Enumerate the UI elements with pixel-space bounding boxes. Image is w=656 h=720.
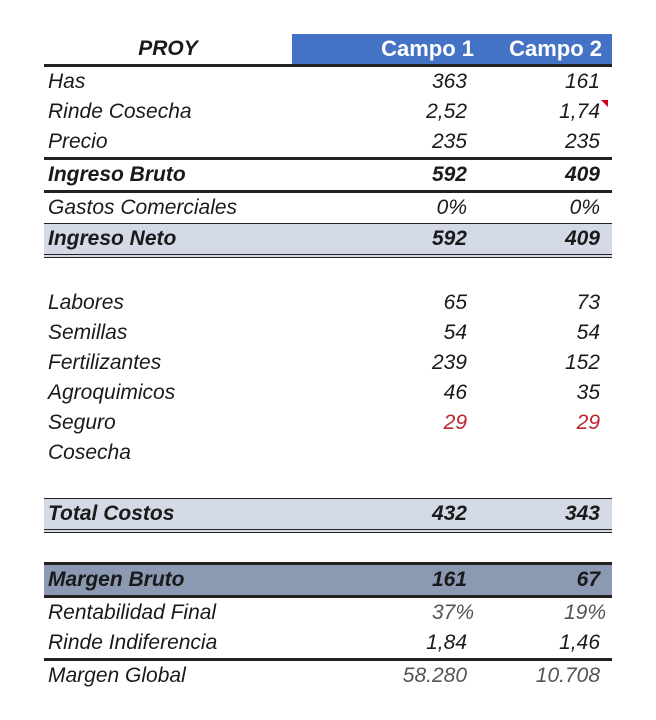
row-label: Has (48, 70, 86, 93)
row-labores (44, 288, 612, 318)
row-label: Rinde Indiferencia (48, 631, 218, 654)
comment-marker-icon[interactable] (601, 100, 608, 107)
cell-campo-1: 54 (443, 321, 467, 344)
row-agroquimicos (44, 378, 612, 408)
cell-campo-2: 10.708 (535, 664, 600, 687)
row-rinde-cosecha (44, 97, 612, 127)
cell-campo-1: 0% (436, 196, 467, 219)
cell-campo-1: 363 (431, 70, 467, 93)
row-fertilizantes (44, 348, 612, 378)
cell-campo-2: 152 (564, 351, 600, 374)
cell-campo-1: 58.280 (402, 664, 467, 687)
row-margen-global (44, 658, 612, 691)
spacer (44, 533, 612, 562)
cell-campo-2: 19% (563, 601, 606, 624)
row-label: Rentabilidad Final (48, 601, 217, 624)
cell-campo-2: 35 (576, 381, 600, 404)
cell-campo-1: 235 (431, 130, 467, 153)
cell-campo-2: 54 (576, 321, 600, 344)
cell-campo-1: 161 (431, 568, 467, 591)
row-precio (44, 127, 612, 157)
row-label: Margen Bruto (48, 568, 185, 591)
row-label: Semillas (48, 321, 128, 344)
row-label: Rinde Cosecha (48, 100, 192, 123)
row-label: Ingreso Bruto (48, 163, 186, 186)
row-margen-bruto (44, 562, 612, 598)
cell-campo-2: 29 (576, 411, 600, 434)
row-seguro (44, 408, 612, 438)
row-gastos-comerciales (44, 193, 612, 223)
cell-campo-2: 343 (564, 502, 600, 525)
row-rentabilidad-final (44, 598, 612, 628)
cell-campo-1: 46 (443, 381, 467, 404)
cell-campo-1: 592 (431, 163, 467, 186)
cell-campo-1: 592 (431, 227, 467, 250)
cell-campo-1: 239 (431, 351, 467, 374)
cell-campo-1: 1,84 (426, 631, 467, 654)
header-campo-1: Campo 1 (381, 36, 474, 61)
cell-campo-2: 235 (564, 130, 600, 153)
cell-campo-2: 67 (576, 568, 600, 591)
header-proy: PROY (138, 37, 198, 60)
row-has (44, 64, 612, 97)
row-cosecha (44, 438, 612, 468)
row-ingreso-neto (44, 223, 612, 258)
header-row (44, 34, 612, 64)
spacer (44, 468, 612, 498)
row-label: Gastos Comerciales (48, 196, 238, 219)
cell-campo-2: 1,74 (559, 100, 600, 123)
cell-campo-2: 73 (576, 291, 600, 314)
row-label: Cosecha (48, 441, 131, 464)
cell-campo-2: 409 (564, 227, 600, 250)
cell-campo-2: 0% (569, 196, 600, 219)
cell-campo-2: 1,46 (559, 631, 600, 654)
row-semillas (44, 318, 612, 348)
cell-campo-1: 37% (431, 601, 474, 624)
row-label: Agroquimicos (48, 381, 176, 404)
cost-sheet (44, 34, 612, 691)
cell-campo-1: 29 (443, 411, 467, 434)
row-label: Precio (48, 130, 108, 153)
row-total-costos (44, 498, 612, 533)
row-ingreso-bruto (44, 157, 612, 193)
spacer (44, 258, 612, 288)
row-label: Ingreso Neto (48, 227, 177, 250)
row-label: Fertilizantes (48, 351, 162, 374)
row-label: Seguro (48, 411, 116, 434)
header-campo-2: Campo 2 (509, 36, 602, 61)
row-label: Margen Global (48, 664, 186, 687)
cell-campo-2: 409 (564, 163, 600, 186)
row-label: Labores (48, 291, 124, 314)
cell-campo-1: 65 (443, 291, 467, 314)
row-label: Total Costos (48, 502, 175, 525)
cell-campo-2: 161 (564, 70, 600, 93)
row-rinde-indiferencia (44, 628, 612, 658)
cell-campo-1: 2,52 (426, 100, 467, 123)
cell-campo-1: 432 (431, 502, 467, 525)
